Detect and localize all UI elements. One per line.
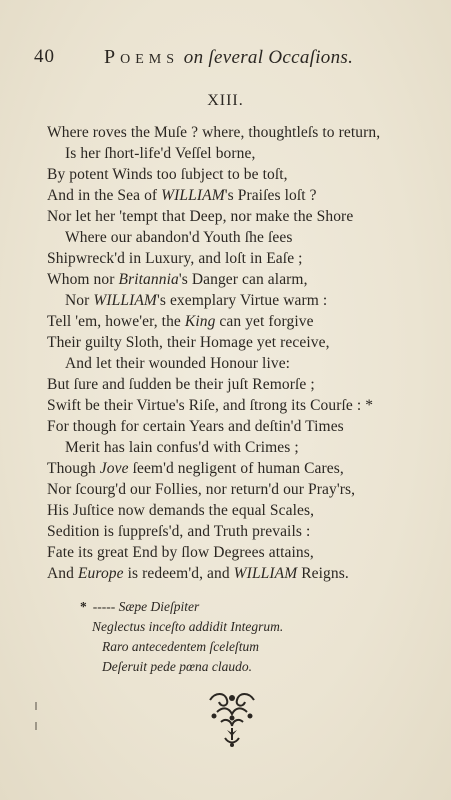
poem-line-text: 's Danger can alarm, [178,271,308,288]
poem-line-italic-text: WILLIAM [233,565,298,582]
poem-line-italic-text: Jove [99,460,129,477]
poem-line-text: Sedition is ſuppreſs'd, and Truth prevails : [47,523,311,540]
poem-line-text: Where our abandon'd Youth ſhe ſees [65,229,293,246]
page-number: 40 [34,46,55,67]
footnote-line-text: Deſeruit pede pœna claudo. [102,659,252,674]
poem-line-text: And [47,565,78,582]
poem-line-text: Merit has lain confus'd with Crimes ; [65,439,299,456]
poem-line [47,353,437,374]
poem-line-text: But ſure and ſudden be their juſt Remorſe ; [47,376,315,393]
poem-line-text: is redeem'd, and [123,565,234,582]
fleuron-ornament-icon [205,690,259,748]
poem-line-italic-text: King [184,313,216,330]
poem-line-italic-text: Britannia [118,271,179,288]
running-title-smallcaps: OEMS [120,52,180,67]
poem-line-text: For though for certain Years and deſtin'd Times [47,418,344,435]
poem-text [47,122,437,584]
stanza-number: XIII. [207,92,244,109]
poem-line [47,248,437,269]
poem-line [47,458,437,479]
footnote-line [80,657,400,677]
poem-line [47,290,437,311]
poem-line-italic-text: Europe [77,565,124,582]
poem-line [47,479,437,500]
poem-line-text: And let their wounded Honour live: [65,355,291,372]
running-title-initial: P [104,46,121,68]
poem-line-text: 's Praiſes loſt ? [224,187,317,204]
footnote-line [80,637,400,657]
poem-line-text: 's exemplary Virtue warm : [156,292,328,309]
footnote-marker: * [80,599,87,614]
poem-line-italic-text: WILLIAM [93,292,157,309]
margin-marks [30,700,50,760]
poem-line [47,542,437,563]
poem-line-text: Nor let her 'tempt that Deep, nor make the Shore [47,208,354,225]
running-head [34,46,414,74]
poem-line-text: Though [47,460,100,477]
poem-line [47,122,437,143]
running-title [104,46,353,69]
poem-line-text: By potent Winds too ſubject to be toſt, [47,166,288,183]
poem-line-text: Nor [65,292,94,309]
footnote-line [80,617,400,637]
poem-line-text: Fate its great End by ſlow Degrees attains, [47,544,314,561]
poem-line [47,521,437,542]
poem-line-text: ſeem'd negligent of human Cares, [128,460,344,477]
poem-line [47,185,437,206]
poem-line-text: Whom nor [47,271,119,288]
poem-line [47,332,437,353]
poem-line [47,143,437,164]
poem-line-text: Shipwreck'd in Luxury, and loſt in Eaſe ; [47,250,303,267]
poem-line-text: Is her ſhort-life'd Veſſel borne, [65,145,256,162]
poem-line [47,311,437,332]
poem-line [47,416,437,437]
poem-line-text: His Juſtice now demands the equal Scales, [47,502,315,519]
poem-line [47,164,437,185]
poem-line-text: can yet forgive [215,313,314,330]
poem-line [47,563,437,584]
poem-line-text: Nor ſcourg'd our Follies, nor return'd our Pray'rs, [47,481,356,498]
poem-line [47,269,437,290]
footnote-line-text: Neglectus inceſto addidit Integrum. [92,619,284,634]
poem-line-text: Their guilty Sloth, their Homage yet receive, [47,334,330,351]
poem-line [47,374,437,395]
poem-line-italic-text: WILLIAM [161,187,225,204]
running-title-italic: on ſeveral Occaſions. [183,47,354,68]
poem-line-text: And in the Sea of [47,187,162,204]
footnote-line-text: Raro antecedentem ſceleſtum [102,639,259,654]
footnote [80,597,400,677]
footnote-line-text: ----- Sæpe Dieſpiter [92,599,200,614]
poem-line-text: Swift be their Virtue's Riſe, and ſtrong its Courſe : * [47,397,374,414]
poem-line-text: Where roves the Muſe ? where, thoughtleſs to return, [47,124,381,141]
poem-line-text: Tell 'em, howe'er, the [47,313,185,330]
poem-line [47,437,437,458]
poem-line [47,206,437,227]
poem-line [47,500,437,521]
poem-line [47,227,437,248]
poem-line-text: Reigns. [297,565,349,582]
poem-line [47,395,437,416]
running-title-caps [104,48,179,67]
footnote-line [80,597,400,617]
